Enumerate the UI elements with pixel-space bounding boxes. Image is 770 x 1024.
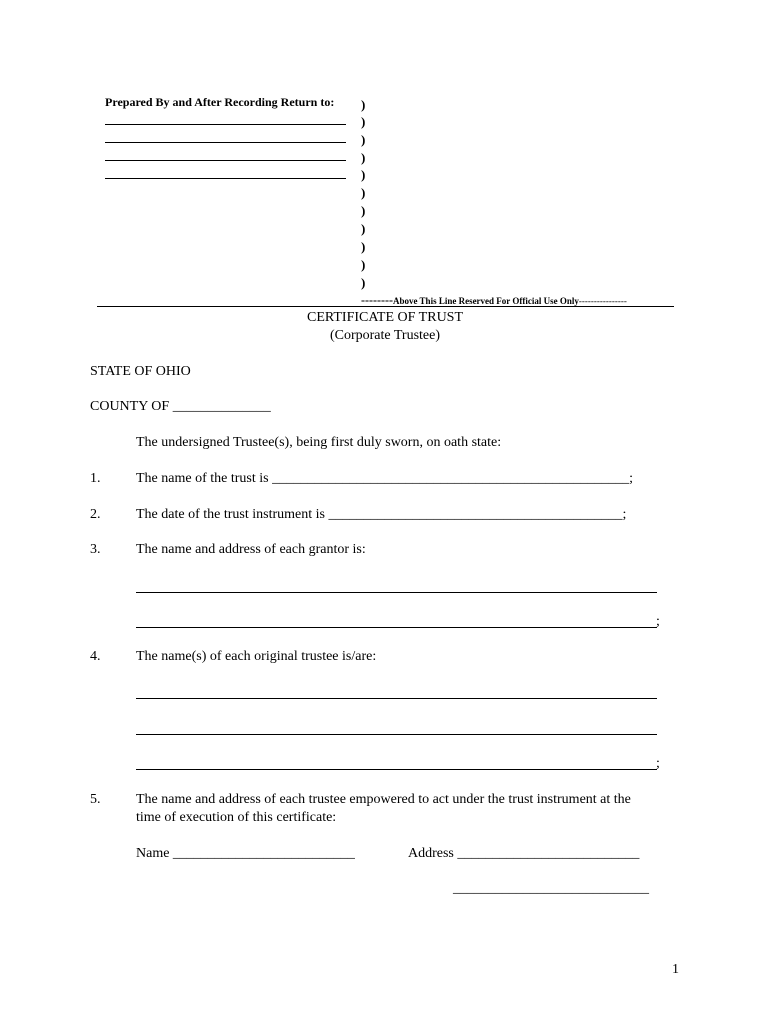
official-dashes-right: ---------------- <box>578 296 627 306</box>
page-number: 1 <box>672 962 679 977</box>
document-subtitle: (Corporate Trustee) <box>329 328 441 343</box>
paren-9: ) <box>361 239 366 254</box>
item-number-3: 3. <box>90 542 101 557</box>
official-use-label: Above This Line Reserved For Official Use Only <box>392 296 579 306</box>
item-number-1: 1. <box>90 471 101 486</box>
return-line-2 <box>105 142 346 143</box>
trustee-name-field: Name __________________________ <box>136 846 355 861</box>
paren-8: ) <box>361 221 366 236</box>
official-dashes-left: -------- <box>361 293 393 307</box>
paren-4: ) <box>361 150 366 165</box>
trust-name-field: The name of the trust is ___________________________________________________; <box>136 471 633 486</box>
paren-5: ) <box>361 167 366 182</box>
trustee-address-field: Address __________________________ <box>408 846 640 861</box>
original-trustee-semicolon: ; <box>656 756 660 771</box>
document-title: CERTIFICATE OF TRUST <box>306 310 464 325</box>
original-trustee-line-1 <box>136 698 657 699</box>
official-use-rule <box>97 306 674 307</box>
paren-3: ) <box>361 132 366 147</box>
return-line-3 <box>105 160 346 161</box>
trustee-address-line-2: ____________________________ <box>453 881 649 896</box>
item-number-5: 5. <box>90 792 101 807</box>
original-trustee-line-3 <box>136 769 657 770</box>
state-label: STATE OF OHIO <box>90 364 191 379</box>
paren-10: ) <box>361 257 366 272</box>
return-line-1 <box>105 124 346 125</box>
paren-2: ) <box>361 114 366 129</box>
paren-11: ) <box>361 275 366 290</box>
prepared-by-label: Prepared By and After Recording Return to: <box>105 95 335 109</box>
empowered-trustee-label-2: time of execution of this certificate: <box>136 810 337 825</box>
paren-1: ) <box>361 97 366 112</box>
original-trustee-line-2 <box>136 734 657 735</box>
empowered-trustee-label: The name and address of each trustee empowered to act under the trust instrument at the <box>136 792 631 807</box>
intro-statement: The undersigned Trustee(s), being first duly sworn, on oath state: <box>136 435 502 450</box>
paren-7: ) <box>361 203 366 218</box>
paren-6: ) <box>361 185 366 200</box>
item-number-2: 2. <box>90 507 101 522</box>
grantor-label: The name and address of each grantor is: <box>136 542 366 557</box>
grantor-line-2 <box>136 627 657 628</box>
grantor-semicolon: ; <box>656 614 660 629</box>
original-trustee-label: The name(s) of each original trustee is/are: <box>136 649 377 664</box>
item-number-4: 4. <box>90 649 101 664</box>
trust-date-field: The date of the trust instrument is __________________________________________; <box>136 507 627 522</box>
return-line-4 <box>105 178 346 179</box>
county-label: COUNTY OF ______________ <box>90 399 271 414</box>
grantor-line-1 <box>136 592 657 593</box>
